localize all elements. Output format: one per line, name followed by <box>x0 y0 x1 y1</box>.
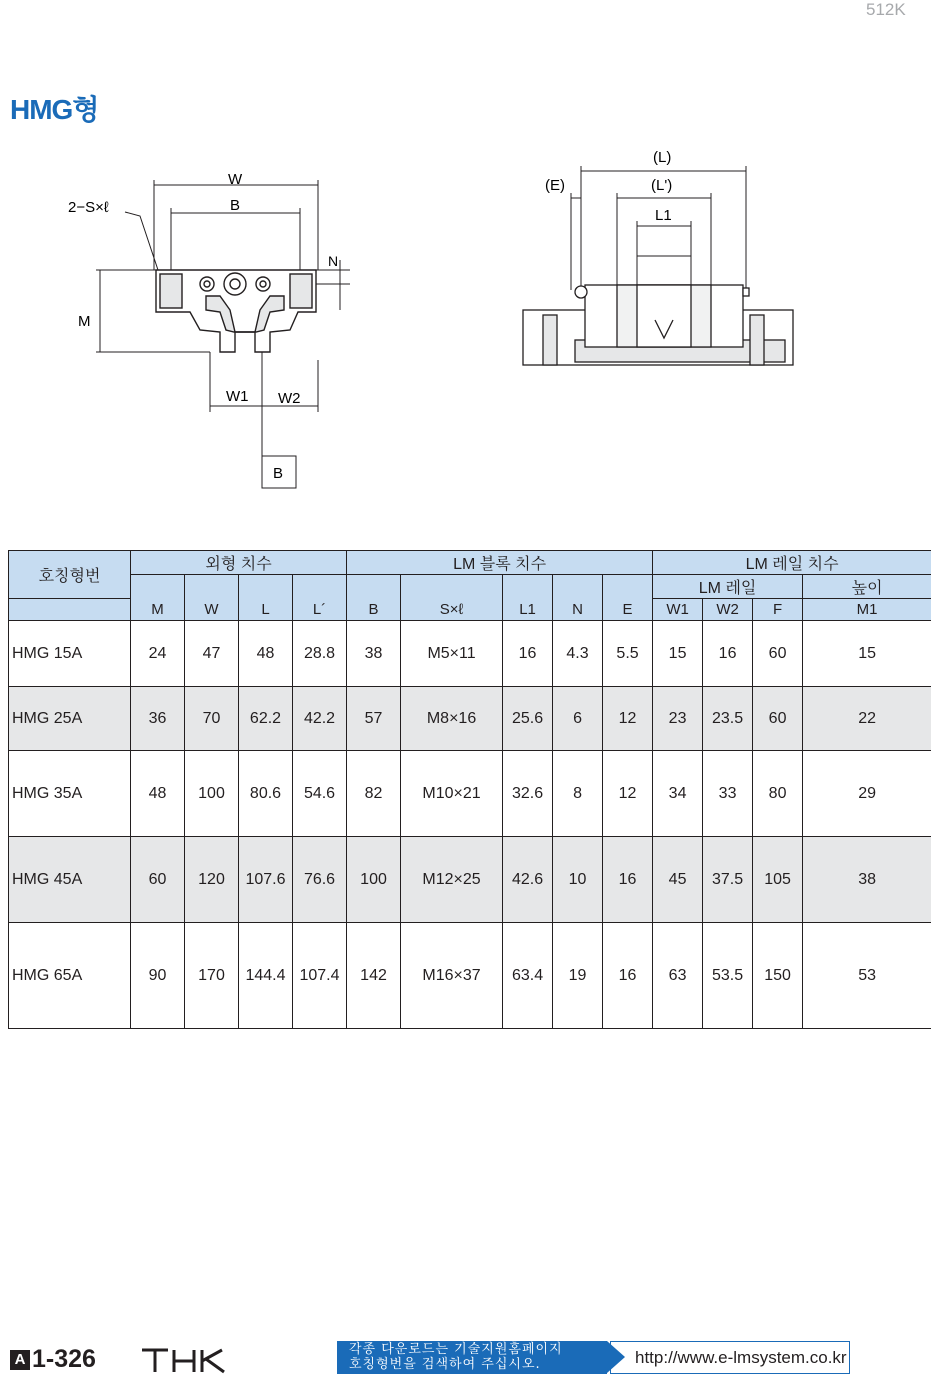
table-row: HMG 65A 90 170 144.4 107.4 142 M16×37 63.4 19 16 63 53.5 150 53 <box>9 923 931 1029</box>
table-row: HMG 25A 36 70 62.2 42.2 57 M8×16 25.6 6 12 23 23.5 60 22 <box>9 687 931 751</box>
dim-l: (L) <box>653 149 672 166</box>
dim-e: (E) <box>545 177 565 194</box>
header-n: N <box>553 599 603 621</box>
table-row: HMG 45A 60 120 107.6 76.6 100 M12×25 42.6 10 16 45 37.5 105 38 <box>9 837 931 923</box>
header-model: 호칭형번 <box>9 551 131 599</box>
dim-b: B <box>230 197 241 214</box>
notice-line-1: 각종 다운로드는 기술지원홈페이지 <box>349 1342 563 1357</box>
side-view-drawing <box>515 140 805 375</box>
header-e: E <box>603 599 653 621</box>
header-w: W <box>185 599 239 621</box>
dim-w1: W1 <box>226 388 249 405</box>
arrow-right-icon <box>607 1341 625 1373</box>
header-block: LM 블록 치수 <box>347 551 653 575</box>
header-l-prime: L´ <box>293 599 347 621</box>
dim-m: M <box>78 313 91 330</box>
page-number <box>10 1345 96 1374</box>
dim-sxl: 2−S×ℓ <box>68 199 109 216</box>
header-l: L <box>239 599 293 621</box>
download-notice <box>337 1341 607 1374</box>
header-height: 높이 <box>803 575 931 599</box>
header-b: B <box>347 599 401 621</box>
catalog-code: 512K <box>866 0 906 19</box>
website-link[interactable]: http://www.e-lmsystem.co.kr <box>610 1341 850 1374</box>
page-number-text: 1-326 <box>32 1345 96 1373</box>
page-title: HMG형 <box>10 94 99 125</box>
dim-b-ref: B <box>273 465 284 482</box>
header-f: F <box>753 599 803 621</box>
header-m1: M1 <box>803 599 931 621</box>
front-view-drawing <box>60 160 380 500</box>
header-sxl: S×ℓ <box>401 599 503 621</box>
dim-n: N <box>328 253 339 269</box>
header-w2: W2 <box>703 599 753 621</box>
table-row: HMG 35A 48 100 80.6 54.6 82 M10×21 32.6 8 12 34 33 80 29 <box>9 751 931 837</box>
dimension-table <box>8 550 931 1029</box>
header-m: M <box>131 599 185 621</box>
dim-w: W <box>228 171 243 188</box>
header-w1: W1 <box>653 599 703 621</box>
section-badge: A <box>10 1350 30 1370</box>
table-row: HMG 15A 24 47 48 28.8 38 M5×11 16 4.3 5.5 15 16 60 15 <box>9 621 931 687</box>
dim-l1: L1 <box>655 207 672 224</box>
dim-w2: W2 <box>278 390 301 407</box>
header-l1: L1 <box>503 599 553 621</box>
header-lm-rail: LM 레일 <box>653 575 803 599</box>
dim-l-prime: (L') <box>651 177 673 194</box>
notice-line-2: 호칭형번을 검색하여 주십시오. <box>349 1357 541 1372</box>
thk-logo <box>140 1346 230 1374</box>
header-outer: 외형 치수 <box>131 551 347 575</box>
header-rail: LM 레일 치수 <box>653 551 931 575</box>
